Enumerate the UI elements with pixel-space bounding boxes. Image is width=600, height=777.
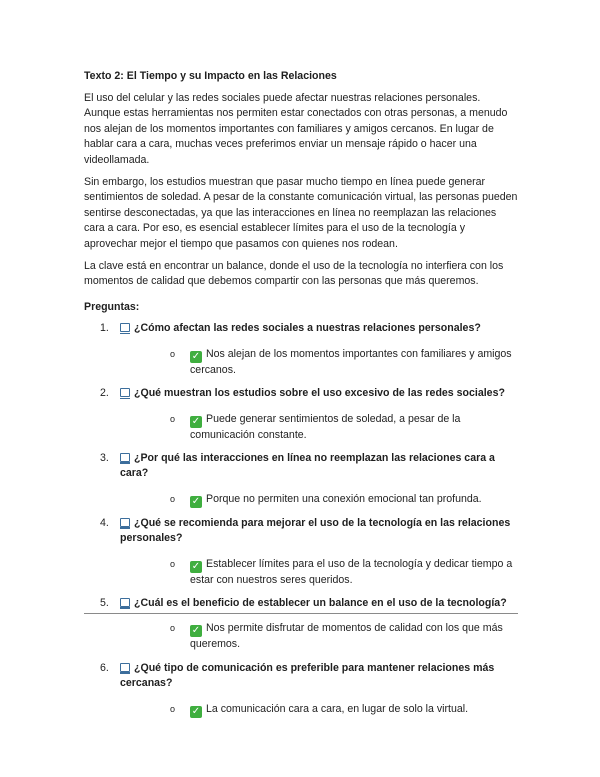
question-item — [84, 661, 518, 718]
check-mark-button-icon: ✓ — [191, 705, 201, 717]
question-text: ¿Qué tipo de comunicación es preferible para mantener relaciones más cercanas? — [120, 661, 495, 690]
answer-item — [120, 557, 518, 588]
question-text: ¿Cómo afectan las redes sociales a nuestras relaciones personales? — [134, 322, 481, 335]
answer-text: Nos permite disfrutar de momentos de calidad con los que más queremos. — [190, 622, 503, 651]
answer-text: Porque no permiten una conexión emocional tan profunda. — [206, 492, 482, 505]
question-number: 1. — [100, 322, 109, 335]
question-number: 6. — [100, 661, 109, 674]
question-item — [84, 386, 518, 443]
answer-item — [120, 347, 518, 378]
check-mark-button-icon: ✓ — [191, 625, 201, 637]
questions-heading: Preguntas: — [84, 300, 140, 313]
answer-item — [120, 412, 518, 443]
check-mark-button-icon: ✓ — [191, 495, 201, 507]
answer-item — [120, 621, 518, 652]
paragraph-2: Sin embargo, los estudios muestran que pasar mucho tiempo en línea puede generar sentimientos de soledad. A pesar de la constante comunicación virtual, las personas pueden sentirse desconectadas, ya que las interacciones en línea no reemplazan las relaciones cara a cara. Por eso, es esencial establecer límites para el uso de la tecnología y aprovechar mejor el tiempo que pasamos con quienes nos rodean. — [84, 176, 518, 250]
ballot-box-icon — [120, 453, 130, 462]
question-text: ¿Cuál es el beneficio de establecer un balance en el uso de la tecnología? — [134, 596, 507, 609]
question-number: 4. — [100, 516, 109, 529]
question-number: 3. — [100, 451, 109, 464]
question-item — [84, 321, 518, 378]
ballot-box-icon — [120, 663, 130, 672]
question-item — [84, 596, 518, 653]
horizontal-rule — [84, 613, 518, 614]
paragraph-1: El uso del celular y las redes sociales puede afectar nuestras relaciones personales. Aunque estas herramientas nos permiten estar conectados con otras personas, a menudo nos alejan de los momentos importantes con familiares y amigos cercanos. En lugar de hablar cara a cara, muchas veces preferimos enviar un mensaje rápido o hacer una videollamada. — [84, 92, 508, 166]
answer-bullet: o — [170, 558, 176, 569]
document-page — [84, 69, 518, 726]
document-title: Texto 2: El Tiempo y su Impacto en las Relaciones — [84, 70, 337, 82]
answer-text: Nos alejan de los momentos importantes con familiares y amigos cercanos. — [190, 347, 512, 376]
question-item — [84, 451, 518, 508]
ballot-box-icon — [120, 598, 130, 607]
paragraph-3: La clave está en encontrar un balance, donde el uso de la tecnología no interfiera con los momentos de calidad que debemos compartir con las personas que más queremos. — [84, 260, 504, 288]
answer-text: Puede generar sentimientos de soledad, a pesar de la comunicación constante. — [190, 412, 461, 441]
answer-bullet: o — [170, 493, 176, 504]
question-item — [84, 516, 518, 588]
answer-bullet: o — [170, 348, 176, 359]
question-text: ¿Qué se recomienda para mejorar el uso de la tecnología en las relaciones personales? — [120, 516, 511, 545]
answer-bullet: o — [170, 413, 176, 424]
answer-item — [120, 492, 518, 508]
answer-bullet: o — [170, 703, 176, 714]
ballot-box-icon — [120, 518, 130, 527]
ballot-box-icon — [120, 323, 130, 332]
answer-text: La comunicación cara a cara, en lugar de solo la virtual. — [206, 702, 469, 715]
question-text: ¿Qué muestran los estudios sobre el uso excesivo de las redes sociales? — [134, 387, 505, 400]
check-mark-button-icon: ✓ — [191, 350, 201, 362]
question-text: ¿Por qué las interacciones en línea no reemplazan las relaciones cara a cara? — [120, 451, 495, 480]
ballot-box-icon — [120, 388, 130, 397]
questions-list — [84, 321, 518, 717]
check-mark-button-icon: ✓ — [191, 415, 201, 427]
check-mark-button-icon: ✓ — [191, 560, 201, 572]
answer-text: Establecer límites para el uso de la tecnología y dedicar tiempo a estar con nuestros seres queridos. — [190, 557, 513, 586]
question-number: 5. — [100, 596, 109, 609]
question-number: 2. — [100, 387, 109, 400]
answer-bullet: o — [170, 623, 176, 634]
answer-item — [120, 702, 518, 718]
